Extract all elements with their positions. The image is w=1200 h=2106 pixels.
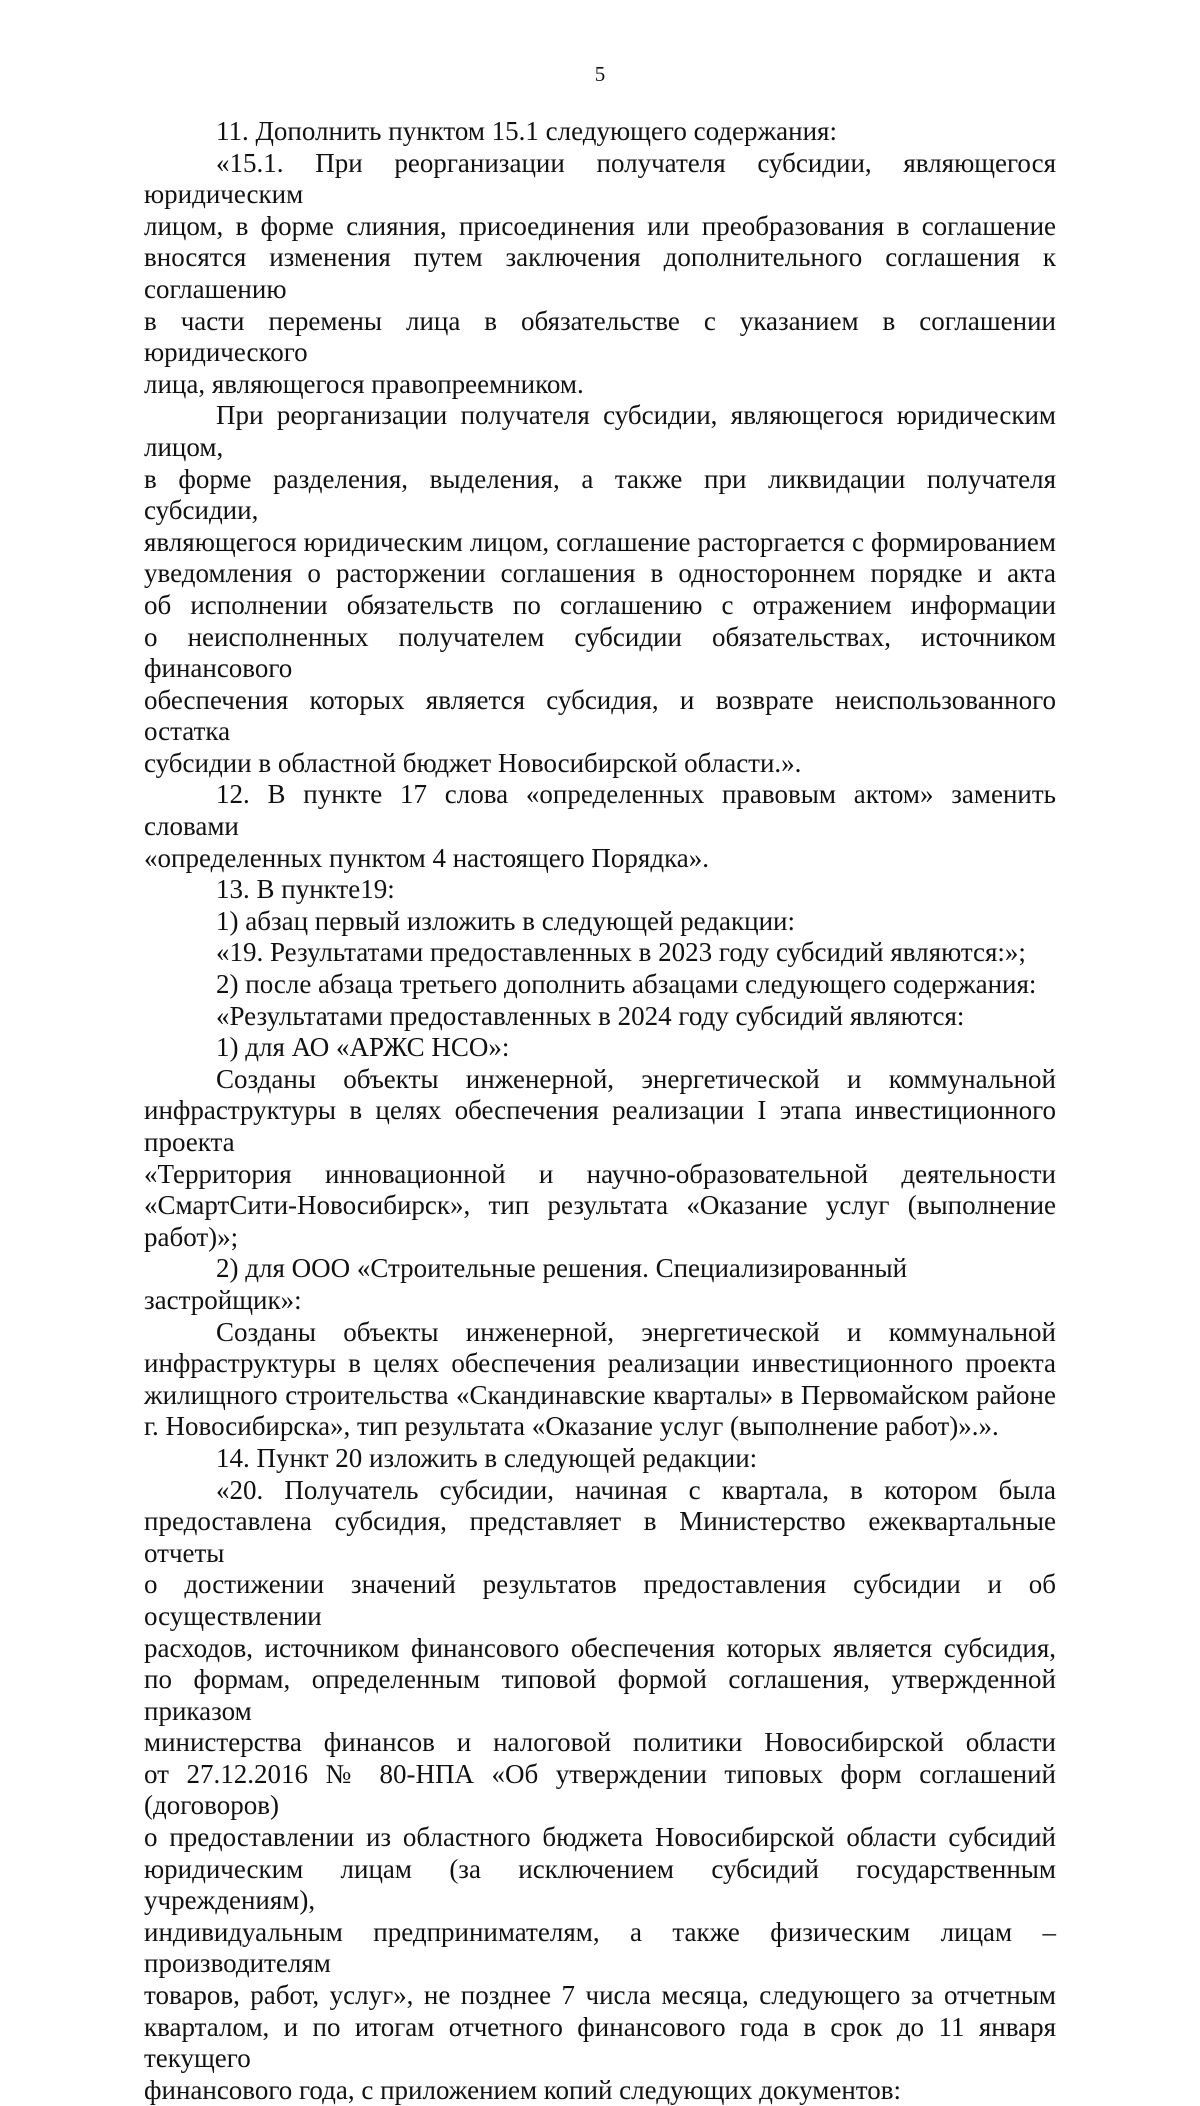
text-line: «Территория инновационной и научно-образовательной деятельности — [144, 1158, 1056, 1189]
text-line: 14. Пункт 20 изложить в следующей редакции: — [216, 1442, 758, 1473]
text-line: кварталом, и по итогам отчетного финансового года в срок до 11 января текущего — [144, 2011, 1056, 2074]
text-line: предоставлена субсидия, представляет в Министерство ежеквартальные отчеты — [144, 1506, 1056, 1568]
text-line: «Результатами предоставленных в 2024 году субсидий являются: — [216, 1000, 965, 1031]
text-line: обеспечения которых является субсидия, и возврате неиспользованного остатка — [144, 684, 1056, 747]
text-line: 2) для ООО «Строительные решения. Специализированный застройщик»: — [144, 1253, 908, 1315]
document-body — [144, 116, 1056, 2106]
text-line: в форме разделения, выделения, а также при ликвидации получателя субсидии, — [144, 463, 1056, 526]
text-line: инфраструктуры в целях обеспечения реализации инвестиционного проекта — [144, 1348, 1056, 1379]
page-number: 5 — [594, 62, 606, 86]
text-line: по формам, определенным типовой формой соглашения, утвержденной приказом — [144, 1664, 1056, 1726]
text-line: При реорганизации получателя субсидии, являющегося юридическим лицом, — [144, 400, 1056, 462]
text-line: о неисполненных получателем субсидии обязательствах, источником финансового — [144, 621, 1056, 684]
text-line: индивидуальным предпринимателям, а также физическим лицам – производителям — [144, 1916, 1056, 1979]
text-line: финансового года, с приложением копий следующих документов: — [144, 2074, 901, 2105]
text-line: «20. Получатель субсидии, начиная с квартала, в котором была — [216, 1474, 1056, 1505]
text-line: Созданы объекты инженерной, энергетической и коммунальной — [216, 1063, 1056, 1094]
text-line: инфраструктуры в целях обеспечения реализации I этапа инвестиционного проекта — [144, 1095, 1056, 1157]
text-line: 1) абзац первый изложить в следующей редакции: — [216, 905, 795, 936]
text-line: лица, являющегося правопреемником. — [144, 368, 584, 399]
text-line: 13. В пункте19: — [216, 874, 395, 905]
text-line: «определенных пунктом 4 настоящего Порядка». — [144, 842, 710, 873]
text-line: 11. Дополнить пунктом 15.1 следующего содержания: — [216, 116, 837, 146]
text-line: министерства финансов и налоговой политики Новосибирской области — [144, 1727, 1056, 1758]
text-line: 2) после абзаца третьего дополнить абзацами следующего содержания: — [216, 969, 1037, 1000]
text-line: 12. В пункте 17 слова «определенных правовым актом» заменить словами — [144, 779, 1056, 842]
text-line: «15.1. При реорганизации получателя субсидии, являющегося юридическим — [144, 147, 1056, 210]
text-line: субсидии в областной бюджет Новосибирской области.». — [144, 747, 802, 778]
text-line: юридическим лицам (за исключением субсидий государственным учреждениям), — [144, 1853, 1056, 1916]
text-line: «СмартСити-Новосибирск», тип результата «Оказание услуг (выполнение работ)»; — [144, 1190, 1056, 1252]
text-line: об исполнении обязательств по соглашению с отражением информации — [144, 589, 1056, 620]
text-line: вносятся изменения путем заключения дополнительного соглашения к соглашению — [144, 242, 1056, 304]
text-line: уведомления о расторжении соглашения в одностороннем порядке и акта — [144, 558, 1056, 589]
text-line: в части перемены лица в обязательстве с указанием в соглашении юридического — [144, 305, 1056, 368]
text-line: Созданы объекты инженерной, энергетической и коммунальной — [216, 1316, 1056, 1347]
text-line: о достижении значений результатов предоставления субсидии и об осуществлении — [144, 1569, 1056, 1631]
text-line: от 27.12.2016 № 80-НПА «Об утверждении типовых форм соглашений (договоров) — [144, 1758, 1056, 1821]
text-line: расходов, источником финансового обеспечения которых является субсидия, — [144, 1632, 1056, 1663]
text-line: лицом, в форме слияния, присоединения или преобразования в соглашение — [144, 210, 1056, 241]
text-line: жилищного строительства «Скандинавские кварталы» в Первомайском районе — [144, 1379, 1056, 1410]
text-line: 1) для АО «АРЖС НСО»: — [216, 1032, 510, 1063]
text-line: являющегося юридическим лицом, соглашение расторгается с формированием — [144, 526, 1056, 557]
text-line: г. Новосибирска», тип результата «Оказание услуг (выполнение работ)».». — [144, 1411, 999, 1442]
text-line: товаров, работ, услуг», не позднее 7 числа месяца, следующего за отчетным — [144, 1980, 1056, 2011]
text-line: о предоставлении из областного бюджета Новосибирской области субсидий — [144, 1822, 1056, 1853]
text-line: «19. Результатами предоставленных в 2023 году субсидий являются:»; — [216, 937, 1026, 968]
